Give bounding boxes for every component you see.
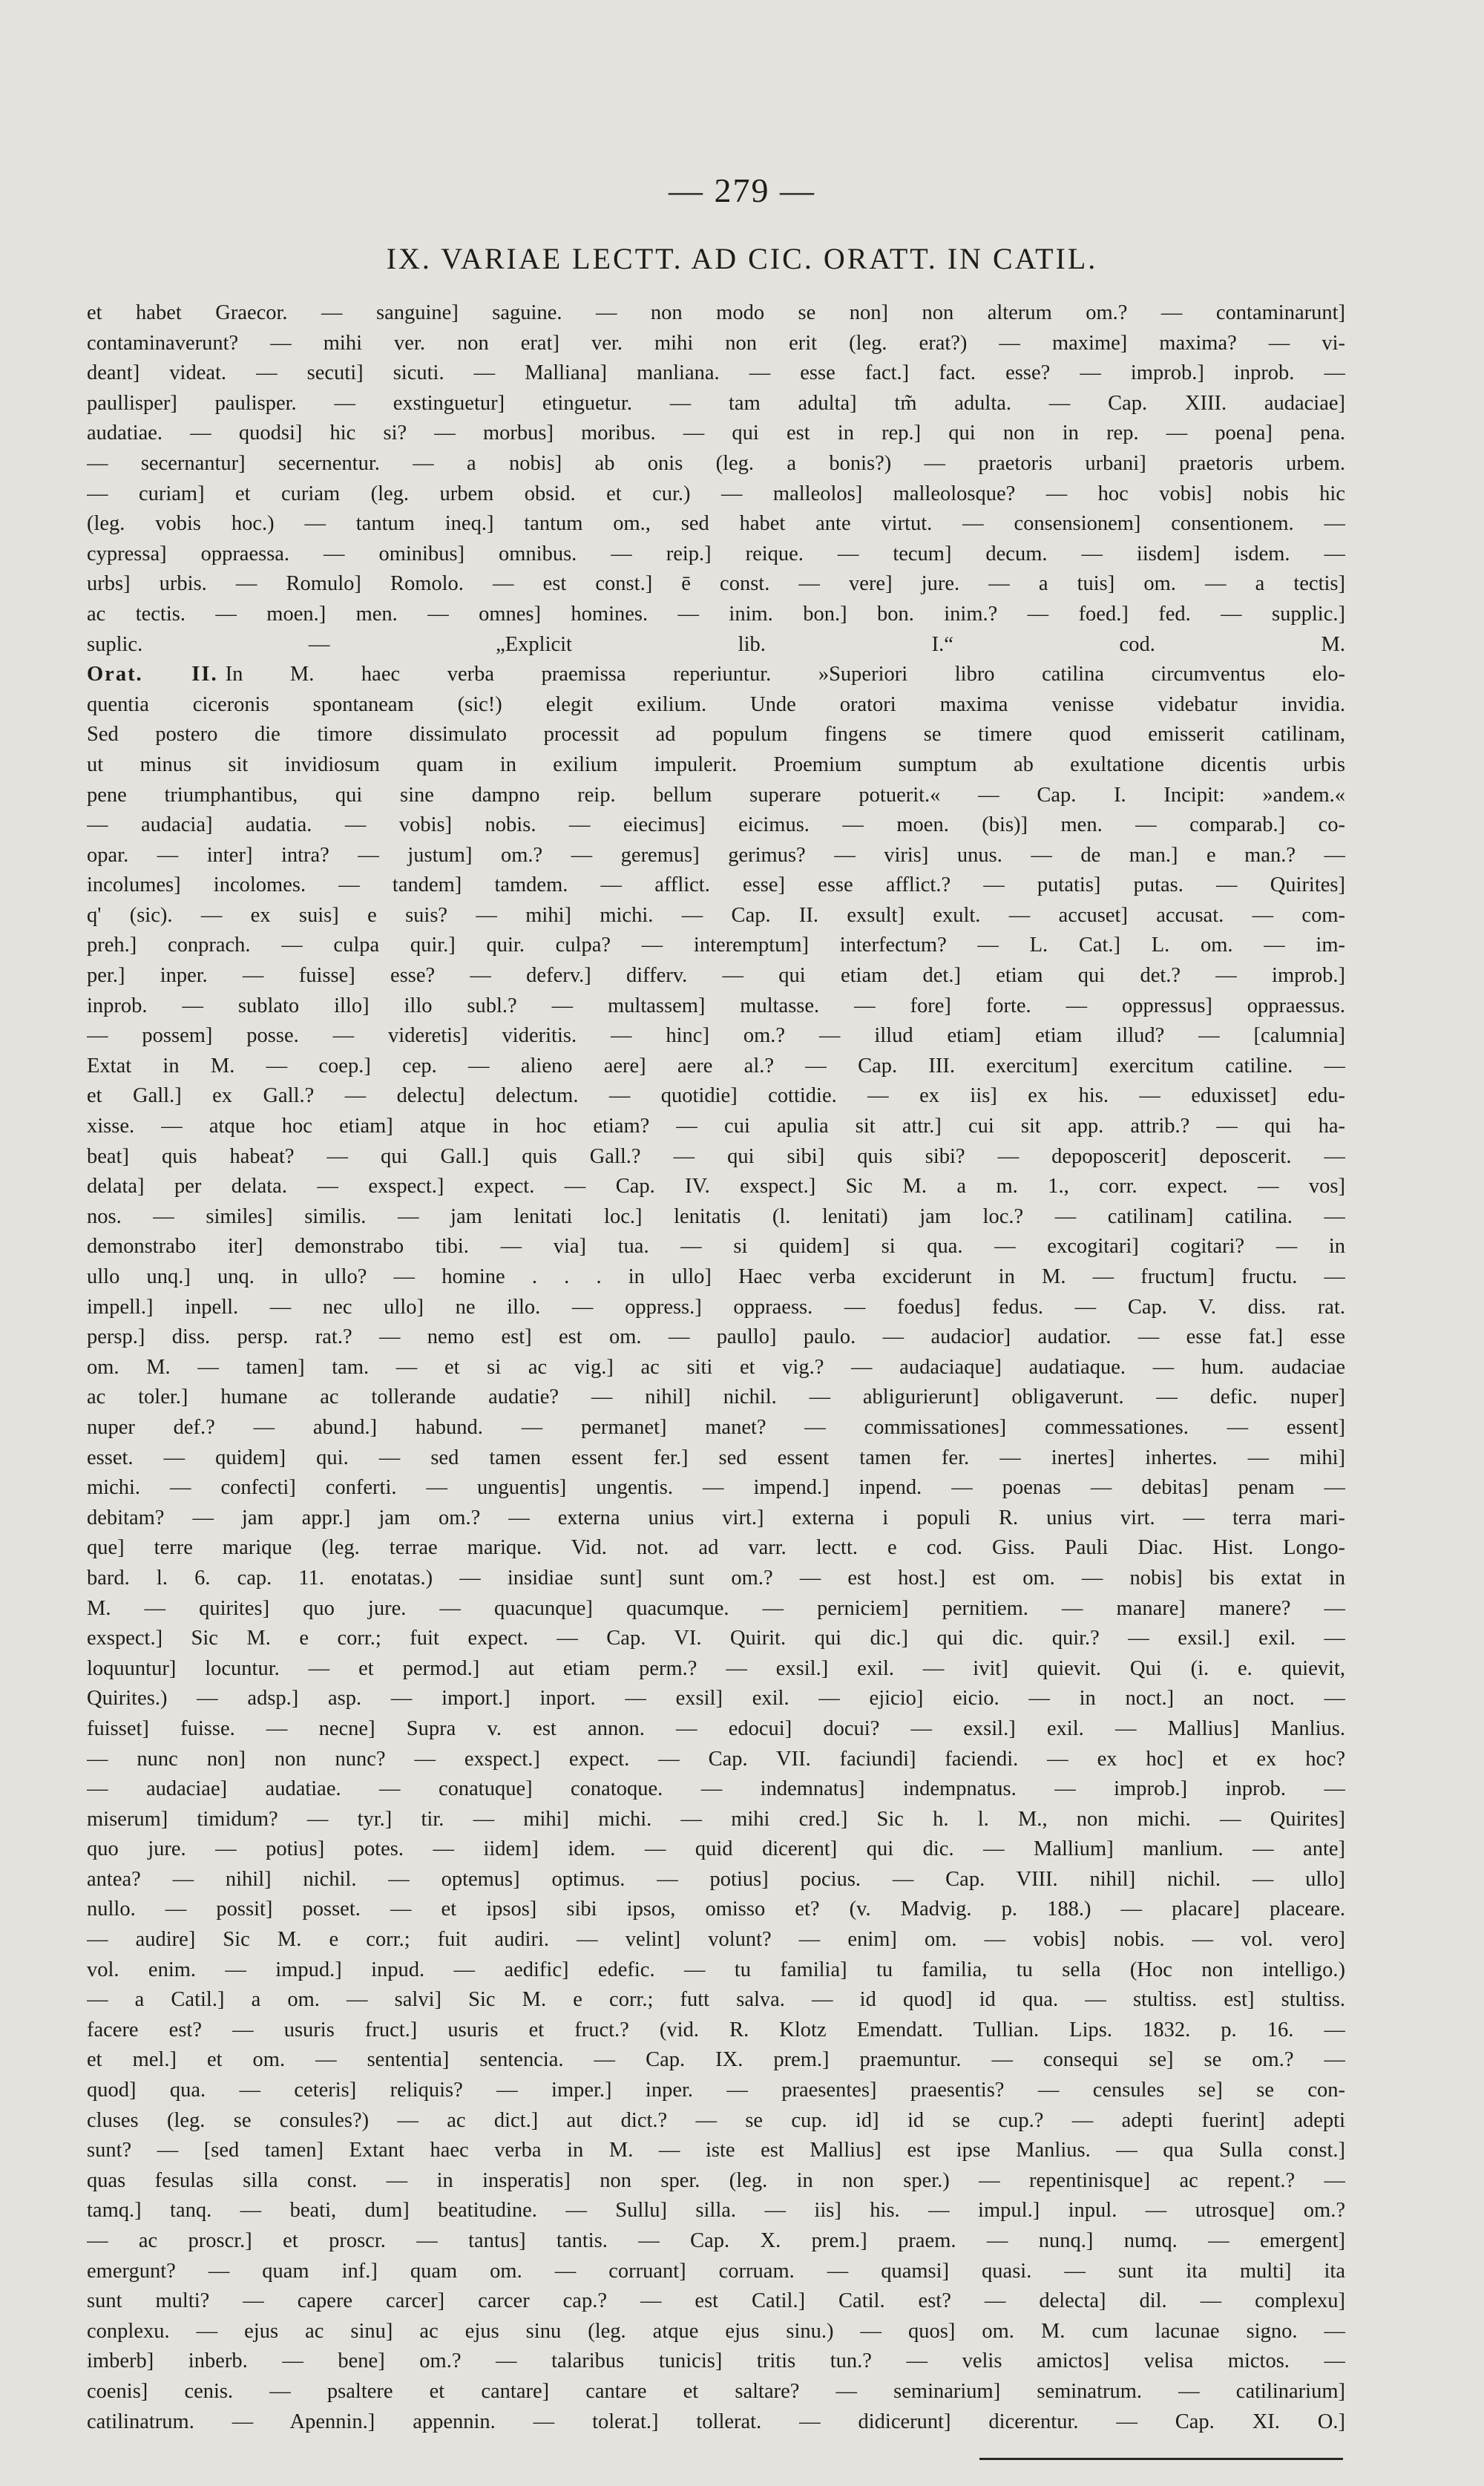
page-number: — 279 — [669,171,815,209]
text-line: michi. — confecti] conferti. — unguentis] ungentis. — impend.] inpend. — poenas — debitas] penam — [87,1476,1345,1500]
text-line: incolumes] incolomes. — tandem] tamdem. — afflict. esse] esse afflict.? — putatis] putas. — Quirites] [87,873,1345,897]
text-line: nos. — similes] similis. — jam lenitati loc.] lenitatis (l. lenitati) jam loc.? — catilinam] catilina. — [87,1204,1345,1228]
body-text [87,298,1345,2437]
text-line: inprob. — sublato illo] illo subl.? — multassem] multasse. — fore] forte. — oppressus] oppraessus. [87,994,1345,1017]
running-head: IX. VARIAE LECTT. AD CIC. ORATT. IN CATIL. [386,242,1098,275]
text-line: om. M. — tamen] tam. — et si ac vig.] ac siti et vig.? — audaciaque] audatiaque. — hum. audaciae [87,1355,1345,1379]
text-line: — audacia] audatia. — vobis] nobis. — eiecimus] eicimus. — moen. (bis)] men. — comparab.] co- [87,813,1345,837]
text-line: — secernantur] secernentur. — a nobis] ab onis (leg. a bonis?) — praetoris urbani] praetoris urbem. [87,451,1345,475]
text-line: ut minus sit invidiosum quam in exilium impulerit. Proemium sumptum ab exultatione dicentis urbis [87,752,1345,776]
text-line: nuper def.? — abund.] habund. — permanet] manet? — commissationes] commessationes. — essent] [87,1415,1345,1439]
text-line: deant] videat. — secuti] sicuti. — Malliana] manliana. — esse fact.] fact. esse? — improb.] inprob. — [87,361,1345,385]
text-line: — a Catil.] a om. — salvi] Sic M. e corr.; futt salva. — id quod] id qua. — stultiss. est] stultiss. [87,1988,1345,2012]
text-line: pene triumphantibus, qui sine dampno reip. bellum superare potuerit.« — Cap. I. Incipit: »andem.« [87,783,1345,807]
paragraph [87,298,1345,660]
paragraph [87,660,1345,2437]
text-line: loquuntur] locuntur. — et permod.] aut etiam perm.? — exsil.] exil. — ivit] quievit. Qui (i. e. quievit, [87,1656,1345,1680]
footer-rule [979,2458,1343,2460]
text-line: beat] quis habeat? — qui Gall.] quis Gall.? — qui sibi] quis sibi? — depoposcerit] deposcerit. — [87,1144,1345,1168]
text-line: sunt multi? — capere carcer] carcer cap.? — est Catil.] Catil. est? — delecta] dil. — complexu] [87,2289,1345,2313]
text-line: ac toler.] humane ac tollerande audatie? — nihil] nichil. — abligurierunt] obligaverunt. — defic. nuper] [87,1385,1345,1409]
text-line: paullisper] paulisper. — exstinguetur] etinguetur. — tam adulta] tm̃ adulta. — Cap. XIII. audaciae] [87,391,1345,415]
text-line: et Gall.] ex Gall.? — delectu] delectum. — quotidie] cottidie. — ex iis] ex his. — eduxisset] edu- [87,1084,1345,1108]
text-line: impell.] inpell. — nec ullo] ne illo. — oppress.] oppraess. — foedus] fedus. — Cap. V. diss. rat. [87,1295,1345,1319]
text-line: sunt? — [sed tamen] Extant haec verba in M. — iste est Mallius] est ipse Manlius. — qua Sulla const.] [87,2139,1345,2162]
text-line: et mel.] et om. — sententia] sentencia. — Cap. IX. prem.] praemuntur. — consequi se] se om.? — [87,2048,1345,2072]
text-line: cypressa] oppraessa. — ominibus] omnibus. — reip.] reique. — tecum] decum. — iisdem] isdem. — [87,542,1345,565]
text-line: xisse. — atque hoc etiam] atque in hoc etiam? — cui apulia sit attr.] cui sit app. attrib.? — qui ha- [87,1115,1345,1138]
section-label: Orat. II. [87,663,218,686]
text-line: facere est? — usuris fruct.] usuris et fruct.? (vid. R. Klotz Emendatt. Tullian. Lips. 1832. p. 16. — [87,2018,1345,2041]
text-line: ullo unq.] unq. in ullo? — homine . . . in ullo] Haec verba exciderunt in M. — fructum] fructu. — [87,1265,1345,1288]
text-line: opar. — inter] intra? — justum] om.? — geremus] gerimus? — viris] unus. — de man.] e man.? — [87,843,1345,867]
text-line: quod] qua. — ceteris] reliquis? — imper.] inper. — praesentes] praesentis? — censules se] se con- [87,2079,1345,2102]
text-line: cluses (leg. se consules?) — ac dict.] aut dict.? — se cup. id] id se cup.? — adepti fuerint] adepti [87,2108,1345,2132]
text-line: quentia ciceronis spontaneam (sic!) elegit exilium. Unde oratori maxima venisse videbatur invidia. [87,692,1345,716]
text-line: nullo. — possit] posset. — et ipsos] sibi ipsos, omisso et? (v. Madvig. p. 188.) — placare] placeare. [87,1898,1345,1921]
text-line: quas fesulas silla const. — in insperatis] non sper. (leg. in non sper.) — repentinisque] ac repent.? — [87,2168,1345,2192]
text-line: bard. l. 6. cap. 11. enotatas.) — insidiae sunt] sunt om.? — est host.] est om. — nobis] bis extat in [87,1566,1345,1590]
text-line: q' (sic). — ex suis] e suis? — mihi] michi. — Cap. II. exsult] exult. — accuset] accusat. — com- [87,903,1345,927]
text-line: persp.] diss. persp. rat.? — nemo est] est om. — paullo] paulo. — audacior] audatior. — esse fat.] esse [87,1325,1345,1349]
text-line: Sed postero die timore dissimulato processit ad populum fingens se timere quod emisserit catilinam, [87,723,1345,747]
text-line: catilinatrum. — Apennin.] appennin. — tolerat.] tollerat. — didicerunt] dicerentur. — Cap. XI. O.] [87,2410,1345,2433]
text-line: quo jure. — potius] potes. — iidem] idem. — quid dicerent] qui dic. — Mallium] manlium. — ante] [87,1837,1345,1861]
text-line: contaminaverunt? — mihi ver. non erat] ver. mihi non erit (leg. erat?) — maxime] maxima? — vi- [87,331,1345,355]
text-line: conplexu. — ejus ac sinu] ac ejus sinu (leg. atque ejus sinu.) — quos] om. M. cum lacunae signo. — [87,2319,1345,2343]
text-line: imberb] inberb. — bene] om.? — talaribus tunicis] tritis tun.? — velis amictos] velisa mictos. — [87,2349,1345,2373]
text-line: vol. enim. — impud.] inpud. — aedific] edefic. — tu familia] tu familia, tu sella (Hoc non intelligo.) [87,1958,1345,1981]
text-line: et habet Graecor. — sanguine] saguine. — non modo se non] non alterum om.? — contaminarunt] [87,301,1345,324]
text-line: audatiae. — quodsi] hic si? — morbus] moribus. — qui est in rep.] qui non in rep. — poena] pena. [87,422,1345,445]
text-line: per.] inper. — fuisse] esse? — deferv.] differv. — qui etiam det.] etiam qui det.? — improb.] [87,964,1345,988]
text-line: miserum] timidum? — tyr.] tir. — mihi] michi. — mihi cred.] Sic h. l. M., non michi. — Quirites] [87,1807,1345,1831]
text-line: M. — quirites] quo jure. — quacunque] quacumque. — perniciem] pernitiem. — manare] manere? — [87,1596,1345,1620]
text-line: — ac proscr.] et proscr. — tantus] tantis. — Cap. X. prem.] praem. — nunq.] numq. — emergent] [87,2229,1345,2252]
text-line: — nunc non] non nunc? — exspect.] expect. — Cap. VII. faciundi] faciendi. — ex hoc] et ex hoc? [87,1747,1345,1771]
text-line: Extat in M. — coep.] cep. — alieno aere] aere al.? — Cap. III. exercitum] exercitum catiline. — [87,1054,1345,1078]
text-line: ac tectis. — moen.] men. — omnes] homines. — inim. bon.] bon. inim.? — foed.] fed. — supplic.] [87,602,1345,626]
text-line: Orat. II. In M. haec verba praemissa reperiuntur. »Superiori libro catilina circumventus elo- [87,663,1345,686]
text-line: demonstrabo iter] demonstrabo tibi. — via] tua. — si quidem] si qua. — excogitari] cogitari? — in [87,1235,1345,1259]
text-line: fuisset] fuisse. — necne] Supra v. est annon. — edocui] docui? — exsil.] exil. — Mallius] Manlius. [87,1716,1345,1740]
text-line: que] terre marique (leg. terrae marique. Vid. not. ad varr. lectt. e cod. Giss. Pauli Diac. Hist. Longo- [87,1536,1345,1560]
text-line: preh.] conprach. — culpa quir.] quir. culpa? — interemptum] interfectum? — L. Cat.] L. om. — im- [87,934,1345,957]
text-line: suplic. — „Explicit lib. I.“ cod. M. [87,632,1345,656]
text-line: delata] per delata. — exspect.] expect. — Cap. IV. exspect.] Sic M. a m. 1., corr. expect. — vos] [87,1175,1345,1198]
text-line: urbs] urbis. — Romulo] Romolo. — est const.] ē const. — vere] jure. — a tuis] om. — a tectis] [87,572,1345,596]
text-line: coenis] cenis. — psaltere et cantare] cantare et saltare? — seminarium] seminatrum. — catilinarium] [87,2379,1345,2403]
text-line: debitam? — jam appr.] jam om.? — externa unius virt.] externa i populi R. unius virt. — terra mari- [87,1506,1345,1529]
text-line: exspect.] Sic M. e corr.; fuit expect. — Cap. VI. Quirit. qui dic.] qui dic. quir.? — exsil.] exil. — [87,1627,1345,1650]
text-line: esset. — quidem] qui. — sed tamen essent fer.] sed essent tamen fer. — inertes] inhertes. — mihi] [87,1446,1345,1469]
text-line: antea? — nihil] nichil. — optemus] optimus. — potius] pocius. — Cap. VIII. nihil] nichil. — ullo] [87,1867,1345,1891]
text-line: Quirites.) — adsp.] asp. — import.] inport. — exsil] exil. — ejicio] eicio. — in noct.] an noct. — [87,1687,1345,1711]
text-line: — curiam] et curiam (leg. urbem obsid. et cur.) — malleolos] malleolosque? — hoc vobis] nobis hic [87,482,1345,505]
text-line: — audaciae] audatiae. — conatuque] conatoque. — indemnatus] indempnatus. — improb.] inprob. — [87,1777,1345,1801]
text-line: — audire] Sic M. e corr.; fuit audiri. — velint] volunt? — enim] om. — vobis] nobis. — vol. vero] [87,1928,1345,1952]
text-line: tamq.] tanq. — beati, dum] beatitudine. — Sullu] silla. — iis] his. — impul.] inpul. — utrosque] om.? [87,2199,1345,2223]
text-line: emergunt? — quam inf.] quam om. — corruant] corruam. — quamsi] quasi. — sunt ita multi] ita [87,2259,1345,2283]
text-line: (leg. vobis hoc.) — tantum ineq.] tantum om., sed habet ante virtut. — consensionem] consentionem. — [87,512,1345,536]
text-line: — possem] posse. — videretis] videritis. — hinc] om.? — illud etiam] etiam illud? — [calumnia] [87,1024,1345,1048]
